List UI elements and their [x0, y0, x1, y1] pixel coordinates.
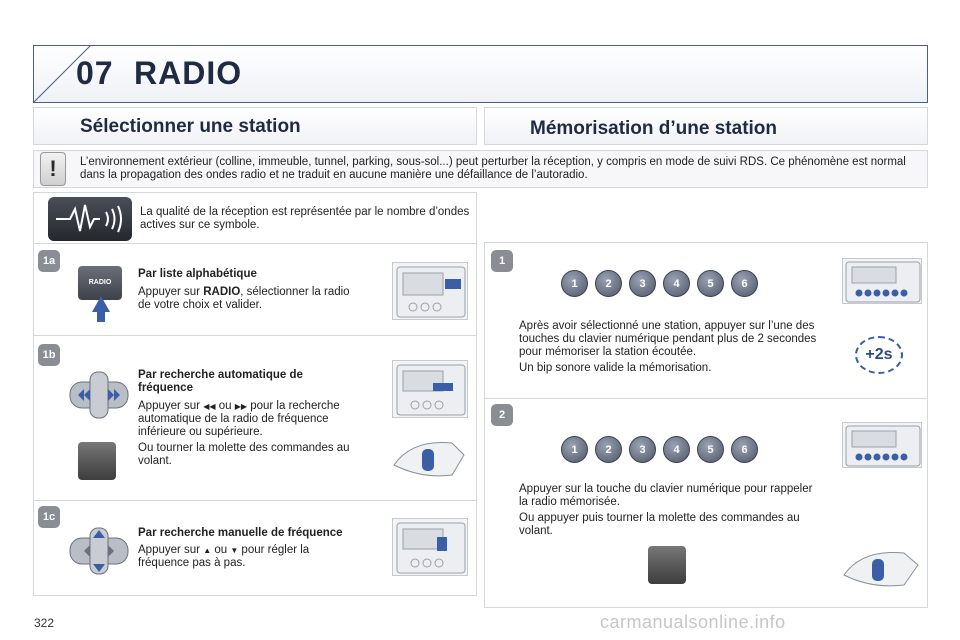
warning-text: L’environnement extérieur (colline, immeuble, tunnel, parking, sous-sol...) peut perturber la réception, y compris en mode de suivi RDS. Ce phénomène est normal dans la propagation des ondes radio et ne traduit en aucune manière une défaillance de l’autoradio.	[80, 156, 906, 181]
step-1-text-2: Un bip sonore valide la mémorisation.	[519, 362, 712, 374]
step-badge-1: 1	[491, 250, 513, 272]
step-badge-1c: 1c	[38, 506, 60, 528]
step-badge-1b: 1b	[38, 344, 60, 366]
steering-wheel-knob-icon	[78, 442, 116, 480]
arrow-up-icon: ▲	[203, 546, 212, 555]
preset-panel-thumbnail	[842, 422, 922, 468]
text-fragment: pour la recherche automatique de la radio de fréquence inférieure ou supérieure.	[138, 400, 340, 438]
step-1a-text	[138, 286, 353, 312]
radio-panel-thumbnail	[392, 518, 468, 576]
preset-key-3: 3	[629, 436, 656, 463]
preset-key-2: 2	[595, 436, 622, 463]
watermark: carmanualsonline.info	[600, 612, 786, 632]
exclamation-icon: !	[40, 152, 66, 186]
step-1-text: Après avoir sélectionné une station, appuyer sur l’une des touches du clavier numérique pendant plus de 2 secondes pour mémoriser la station écoutée.	[519, 320, 817, 358]
radio-panel-thumbnail	[392, 262, 468, 320]
steering-wheel-control-illustration	[392, 435, 468, 485]
divider	[33, 500, 477, 501]
preset-key-6: 6	[731, 436, 758, 463]
text-fragment: Appuyer sur	[138, 544, 204, 556]
step-1b-text-2: Ou tourner la molette des commandes au volant.	[138, 442, 350, 467]
seek-dpad-icon	[66, 370, 132, 420]
chapter-title: RADIO	[134, 55, 243, 91]
step-badge-1a: 1a	[38, 250, 60, 272]
chapter-number: 07	[76, 55, 114, 91]
preset-panel-thumbnail	[842, 258, 922, 304]
step-badge-2: 2	[491, 404, 513, 426]
radio-button-illustration: RADIO	[78, 266, 122, 300]
text-fragment: Appuyer sur	[138, 400, 204, 412]
seek-back-icon: ◀◀	[203, 402, 216, 411]
divider	[33, 335, 477, 336]
manual-tune-dpad-icon	[66, 526, 132, 576]
step-2-text: Appuyer sur la touche du clavier numérique pour rappeler la radio mémorisée.	[519, 483, 813, 508]
steering-wheel-knob-icon	[648, 546, 686, 584]
text-fragment: Appuyer sur	[138, 286, 204, 298]
radio-panel-thumbnail	[392, 360, 468, 418]
text-fragment: ou	[215, 400, 235, 412]
preset-key-4: 4	[663, 270, 690, 297]
preset-key-1: 1	[561, 270, 588, 297]
arrow-stem	[97, 310, 105, 322]
preset-keys-row	[561, 436, 771, 466]
section-title-store-station: Mémorisation d’une station	[530, 118, 778, 139]
seek-forward-icon: ▶▶	[234, 402, 248, 411]
reception-wave-icon	[48, 197, 132, 241]
page-number: 322	[34, 616, 55, 630]
text-fragment: ou	[211, 544, 231, 556]
text-fragment: pour régler la fréquence pas à pas.	[138, 544, 310, 569]
step-1b-text	[138, 400, 363, 439]
hold-two-seconds-icon: +2s	[855, 336, 903, 374]
reception-quality-text: La qualité de la réception est représentée par le nombre d’ondes actives sur ce symbole.	[140, 206, 470, 231]
preset-key-5: 5	[697, 436, 724, 463]
radio-key-label: RADIO	[203, 286, 241, 298]
steering-wheel-control-illustration	[842, 545, 922, 595]
preset-key-3: 3	[629, 270, 656, 297]
preset-key-4: 4	[663, 436, 690, 463]
preset-key-1: 1	[561, 436, 588, 463]
section-title-select-station: Sélectionner une station	[80, 116, 301, 137]
divider	[484, 398, 928, 399]
step-1a-title: Par liste alphabétique	[138, 268, 257, 280]
arrow-down-icon: ▼	[230, 546, 239, 555]
preset-keys-row	[561, 270, 771, 300]
preset-key-2: 2	[595, 270, 622, 297]
step-1b-title: Par recherche automatique de fréquence	[138, 369, 303, 394]
step-1c-text	[138, 544, 353, 570]
preset-key-6: 6	[731, 270, 758, 297]
preset-key-5: 5	[697, 270, 724, 297]
step-1c-title: Par recherche manuelle de fréquence	[138, 527, 343, 539]
step-2-text-2: Ou appuyer puis tourner la molette des commandes au volant.	[519, 512, 800, 537]
divider	[33, 243, 477, 244]
text-fragment: , sélectionner la radio de votre choix et valider.	[138, 286, 350, 311]
